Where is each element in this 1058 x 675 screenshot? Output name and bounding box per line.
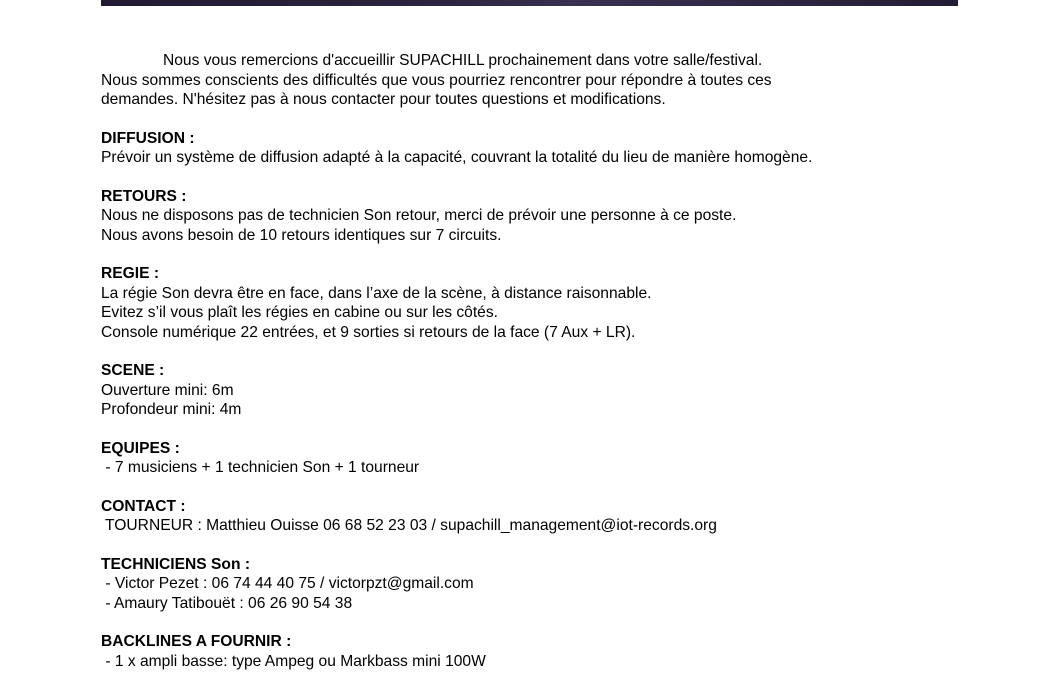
section-title: SCENE : xyxy=(101,362,165,379)
section-line: Ouverture mini: 6m xyxy=(101,381,234,399)
intro-line: Nous sommes conscients des difficultés que vous pourriez rencontrer pour répondre à toutes ces xyxy=(101,71,772,89)
section-line: - 1 x ampli basse: type Ampeg ou Markbass mini 100W xyxy=(101,652,486,670)
section-title: RETOURS : xyxy=(101,187,187,205)
section-line: La régie Son devra être en face, dans l’axe de la scène, à distance raisonnable. xyxy=(101,284,652,302)
section-line: Nous ne disposons pas de technicien Son retour, merci de prévoir une personne à ce poste. xyxy=(101,207,737,224)
section-scene xyxy=(101,361,1001,420)
section-title: BACKLINES A FOURNIR : xyxy=(101,633,292,650)
section-line: Profondeur mini: 4m xyxy=(101,401,242,418)
section-techniciens xyxy=(101,555,1001,614)
section-title: EQUIPES : xyxy=(101,439,180,457)
section-title: TECHNICIENS Son : xyxy=(101,555,251,573)
section-contact xyxy=(101,497,1001,536)
section-diffusion xyxy=(101,129,1001,168)
section-line: Nous avons besoin de 10 retours identiques sur 7 circuits. xyxy=(101,226,502,244)
section-title: CONTACT : xyxy=(101,497,186,515)
section-equipes xyxy=(101,439,1001,478)
section-retours xyxy=(101,187,1001,246)
section-line: Console numérique 22 entrées, et 9 sorties si retours de la face (7 Aux + LR). xyxy=(101,323,636,341)
intro-line: demandes. N'hésitez pas à nous contacter pour toutes questions et modifications. xyxy=(101,91,666,108)
section-title: REGIE : xyxy=(101,265,160,282)
header-banner-image xyxy=(101,0,958,6)
section-title: DIFFUSION : xyxy=(101,129,195,147)
section-line: - Victor Pezet : 06 74 44 40 75 / victorpzt@gmail.com xyxy=(101,575,474,592)
section-backlines xyxy=(101,632,1001,671)
section-line: Prévoir un système de diffusion adapté à la capacité, couvrant la totalité du lieu de manière homogène. xyxy=(101,149,813,166)
section-regie xyxy=(101,264,1001,342)
document-body xyxy=(101,51,1001,671)
section-line: Evitez s’il vous plaît les régies en cabine ou sur les côtés. xyxy=(101,304,498,321)
section-line: - 7 musiciens + 1 technicien Son + 1 tourneur xyxy=(101,459,420,476)
section-line: TOURNEUR : Matthieu Ouisse 06 68 52 23 03 / supachill_management@iot-records.org xyxy=(101,517,717,534)
intro-line: Nous vous remercions d'accueillir SUPACHILL prochainement dans votre salle/festival. xyxy=(163,52,763,69)
section-line: - Amaury Tatibouët : 06 26 90 54 38 xyxy=(101,594,353,612)
